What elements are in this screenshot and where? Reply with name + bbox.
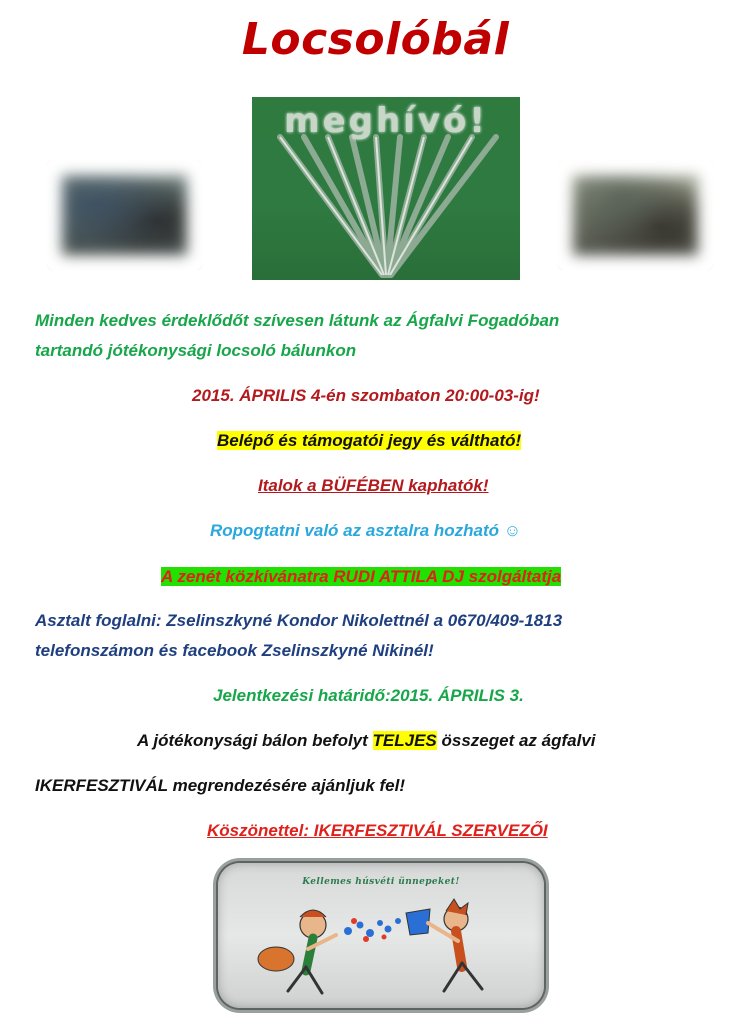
charity-line-2: IKERFESZTIVÁL megrendezésére ajánljuk fel! (35, 776, 406, 795)
charity-line-1-start: A jótékonysági bálon befolyt (137, 731, 373, 750)
greeting-caption: Kellemes húsvéti ünnepeket! (302, 877, 460, 887)
charity-line-1 (137, 729, 596, 753)
welcome-line-2: tartandó jótékonysági locsoló bálunkon (35, 341, 357, 360)
registration-deadline: Jelentkezési határidő:2015. ÁPRILIS 3. (213, 686, 524, 705)
snacks-info: Ropogtatni való az asztalra hozható ☺ (210, 521, 522, 540)
party-photo-right (558, 160, 713, 270)
welcome-line-1: Minden kedves érdeklődőt szívesen látunk az Ágfalvi Fogadóban (35, 311, 560, 330)
invitation-word: meghívó! (284, 101, 488, 141)
drinks-info: Italok a BÜFÉBEN kaphatók! (258, 476, 489, 495)
party-photo-left (47, 160, 202, 270)
charity-line-1-end: összeget az ágfalvi (436, 731, 596, 750)
reservation-line-1: Asztalt foglalni: Zselinszkyné Kondor Nikolettnél a 0670/409-1813 (35, 611, 563, 630)
music-info: A zenét közkívánatra RUDI ATTILA DJ szolgáltatja (161, 567, 562, 586)
charity-highlight: TELJES (372, 731, 437, 750)
ticket-info: Belépő és támogatói jegy és váltható! (217, 431, 522, 450)
invitation-image (252, 97, 520, 280)
page-title: Locsolóbál (241, 14, 510, 65)
reservation-line-2: telefonszámon és facebook Zselinszkyné Nikinél! (35, 641, 434, 660)
event-date: 2015. ÁPRILIS 4-én szombaton 20:00-03-ig! (192, 386, 540, 405)
easter-greeting-image (218, 863, 544, 1008)
thanks-signature: Köszönettel: IKERFESZTIVÁL SZERVEZŐI (207, 821, 548, 840)
